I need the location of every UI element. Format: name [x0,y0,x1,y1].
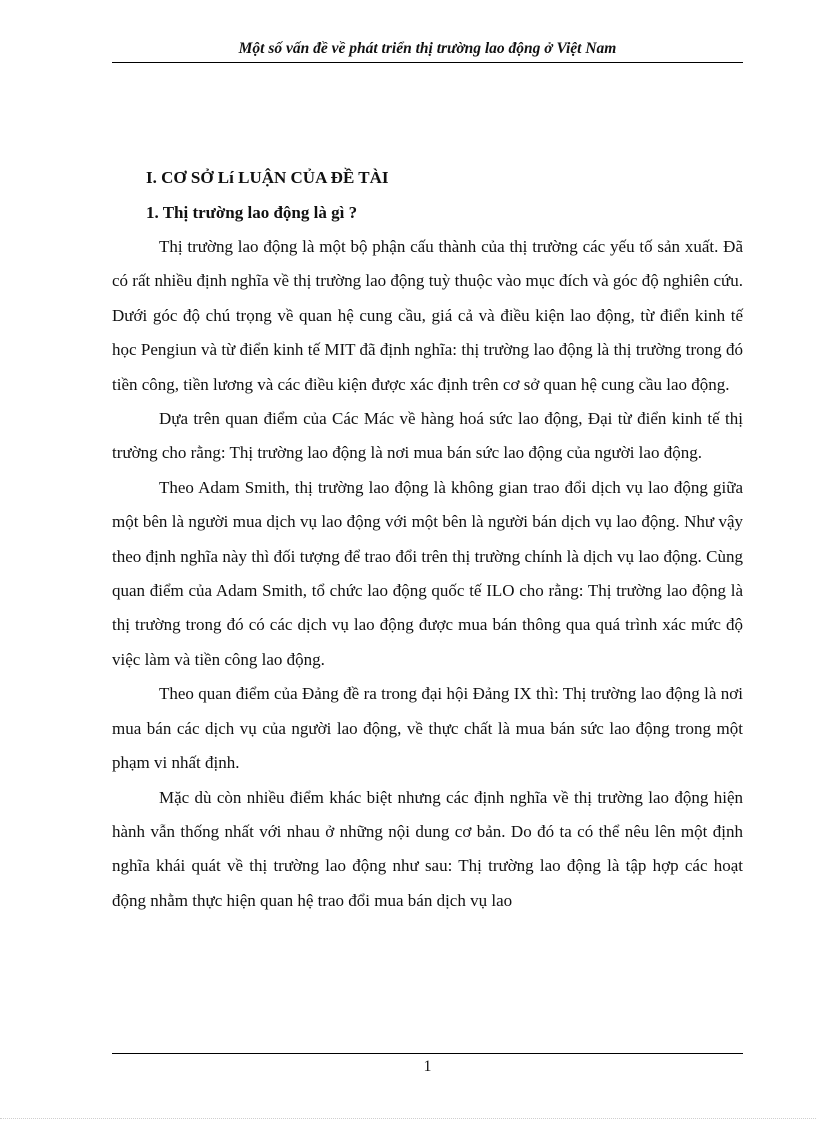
page-number: 1 [423,1058,432,1075]
header-divider [112,62,743,63]
paragraph: Dựa trên quan điểm của Các Mác về hàng hoá sức lao động, Đại từ điển kinh tế thị trường cho rằng: Thị trường lao động là nơi mua bán sức lao động của người lao động. [112,409,743,463]
paragraph: Thị trường lao động là một bộ phận cấu thành của thị trường các yếu tố sản xuất. Đã có rất nhiều định nghĩa về thị trường lao động tuỳ thuộc vào mục đích và góc độ nghiên cứu. Dưới góc độ chú trọng về quan hệ cung cầu, giá cả và điều kiện lao động, từ điển kinh tế học Pengiun và từ điển kinh tế MIT đã định nghĩa: thị trường lao động là thị trường trong đó tiền công, tiền lương và các điều kiện được xác định trên cơ sở quan hệ cung cầu lao động. [112,237,743,394]
paragraph: Theo quan điểm của Đảng đề ra trong đại hội Đảng IX thì: Thị trường lao động là nơi mua bán các dịch vụ của người lao động, về thực chất là mua bán sức lao động trong một phạm vi nhất định. [112,684,743,773]
paragraph: Theo Adam Smith, thị trường lao động là không gian trao đổi dịch vụ lao động giữa một bên là người mua dịch vụ lao động với một bên là người bán dịch vụ lao động. Như vậy theo định nghĩa này thì đối tượng để trao đổi trên thị trường chính là dịch vụ lao động. Cùng quan điểm của Adam Smith, tổ chức lao động quốc tế ILO cho rằng: Thị trường lao động là thị trường trong đó có các dịch vụ lao động được mua bán thông qua quá trình xác mức độ việc làm và tiền công lao động. [112,477,743,669]
running-header-title: Một số vấn đề về phát triển thị trường lao động ở Việt Nam [238,40,617,57]
section-heading: I. CƠ SỞ Lí LUẬN CỦA ĐỀ TÀI [146,168,389,187]
subsection-heading: 1. Thị trường lao động là gì ? [146,203,358,222]
footer-divider [112,1053,743,1054]
body-text [112,230,743,918]
paragraph: Mặc dù còn nhiều điểm khác biệt nhưng các định nghĩa về thị trường lao động hiện hành vẫn thống nhất với nhau ở những nội dung cơ bản. Do đó ta có thể nêu lên một định nghĩa khái quát về thị trường lao động như sau: Thị trường lao động là tập hợp các hoạt động nhằm thực hiện quan hệ trao đổi mua bán dịch vụ lao [112,787,743,910]
page-bottom-border [0,1118,816,1119]
